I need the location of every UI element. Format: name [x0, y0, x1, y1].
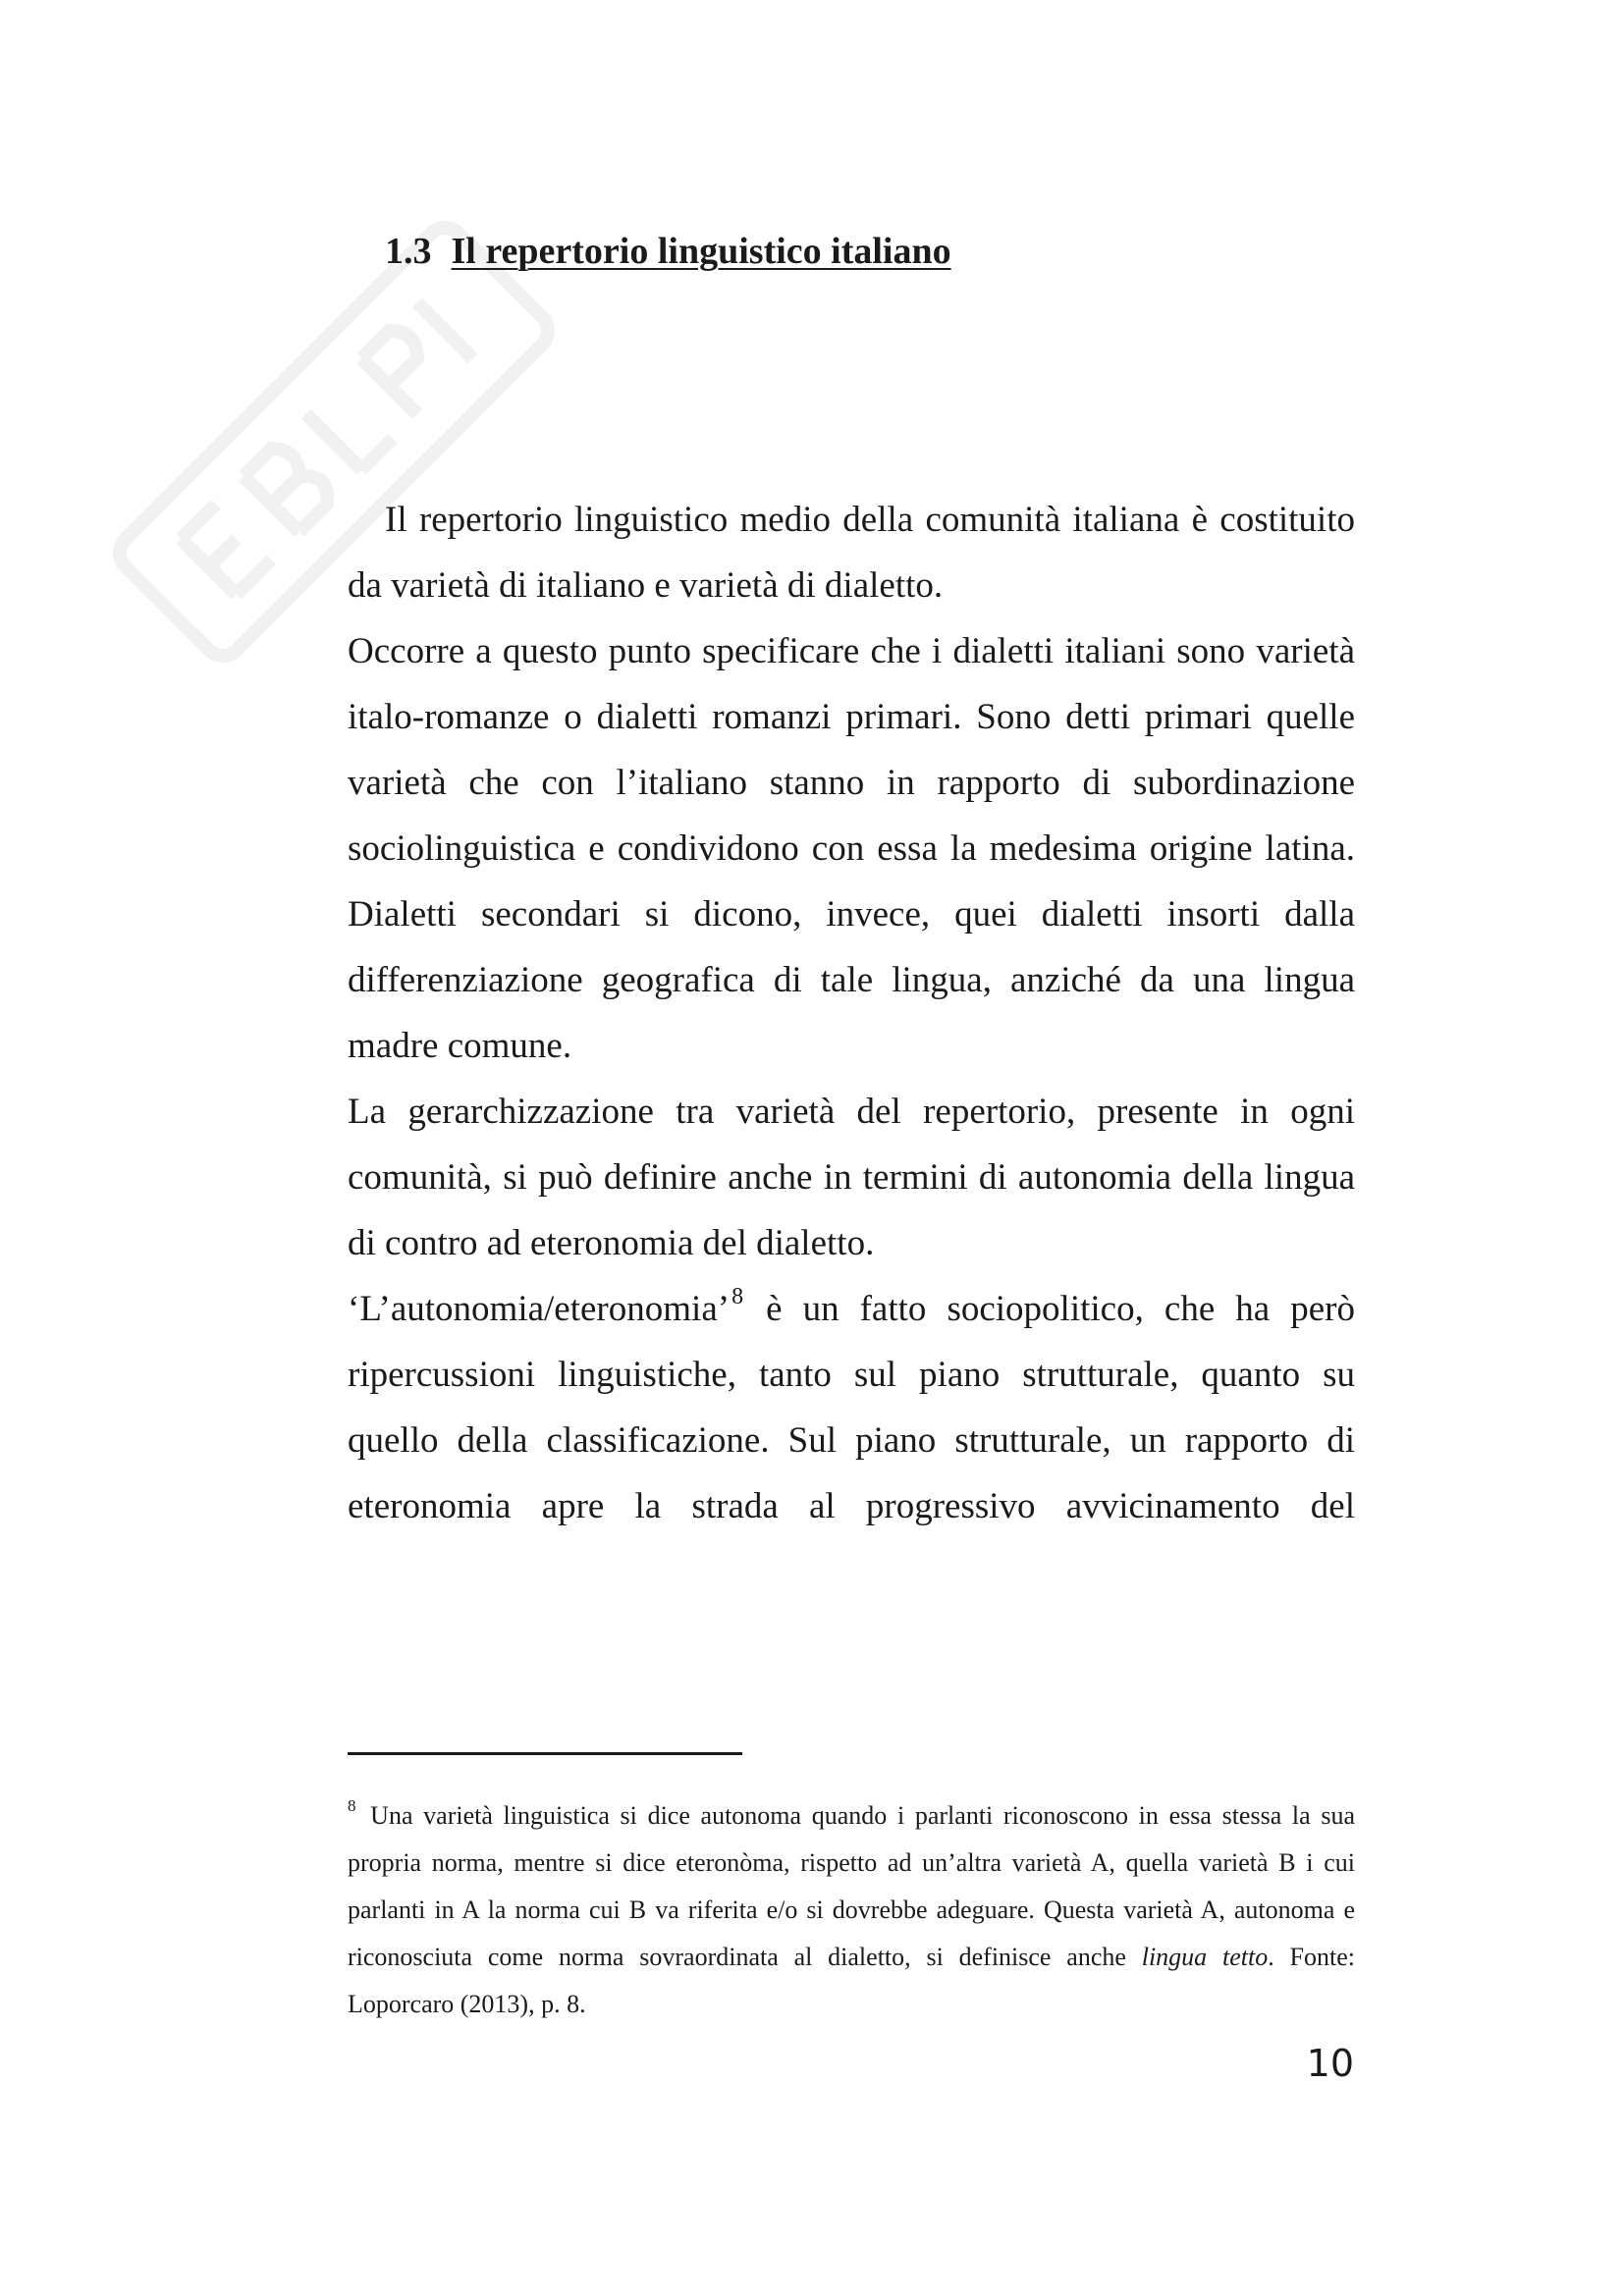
footnote-text-end: . Fonte: Loporcaro (2013), p. 8. [348, 1943, 1355, 2018]
footnote-separator [348, 1752, 742, 1755]
section-title: Il repertorio linguistico italiano [451, 231, 951, 272]
body-text [348, 487, 1355, 1539]
section-heading [385, 230, 951, 273]
paragraph-4-end: è un fatto sociopolitico, che ha però ripercussioni linguistiche, tanto sul piano strutturale, quanto su quello della classificazione. Sul piano strutturale, un rapporto di eteronomia apre la strada al progressivo avvicinamento del [348, 1289, 1355, 1526]
footnote [348, 1792, 1355, 2028]
paragraph-1: Il repertorio linguistico medio della comunità italiana è costituito da varietà di italiano e varietà di dialetto. [348, 500, 1355, 606]
page-number: 10 [1306, 2042, 1354, 2085]
paragraph-3: La gerarchizzazione tra varietà del repertorio, presente in ogni comunità, si può definire anche in termini di autonomia della lingua di contro ad eteronomia del dialetto. [348, 1092, 1355, 1263]
footnote-text-start: Una varietà linguistica si dice autonoma quando i parlanti riconoscono in essa stessa la sua propria norma, mentre si dice eteronòma, rispetto ad un’altra varietà A, quella varietà B i cui parlanti in A la norma cui B va riferita e/o si dovrebbe adeguare. Questa varietà A, autonoma e riconosciuta come norma sovraordinata al dialetto, si definisce anche [348, 1801, 1355, 1971]
footnote-reference[interactable]: 8 [731, 1283, 744, 1309]
section-number: 1.3 [385, 231, 432, 272]
paragraph-2: Occorre a questo punto specificare che i dialetti italiani sono varietà italo-romanze o dialetti romanzi primari. Sono detti primari quelle varietà che con l’italiano stanno in rapporto di subordinazione sociolinguistica e condividono con essa la medesima origine latina. Dialetti secondari si dicono, invece, quei dialetti insorti dalla differenziazione geografica di tale lingua, anziché da una lingua madre comune. [348, 631, 1355, 1066]
footnote-italic-term: lingua tetto [1141, 1943, 1269, 1971]
footnote-text [348, 1792, 1355, 2028]
paragraph-4-start: ‘L’autonomia/eteronomia’ [348, 1289, 731, 1329]
paragraph-4 [348, 1276, 1355, 1539]
footnote-marker: 8 [348, 1796, 356, 1816]
